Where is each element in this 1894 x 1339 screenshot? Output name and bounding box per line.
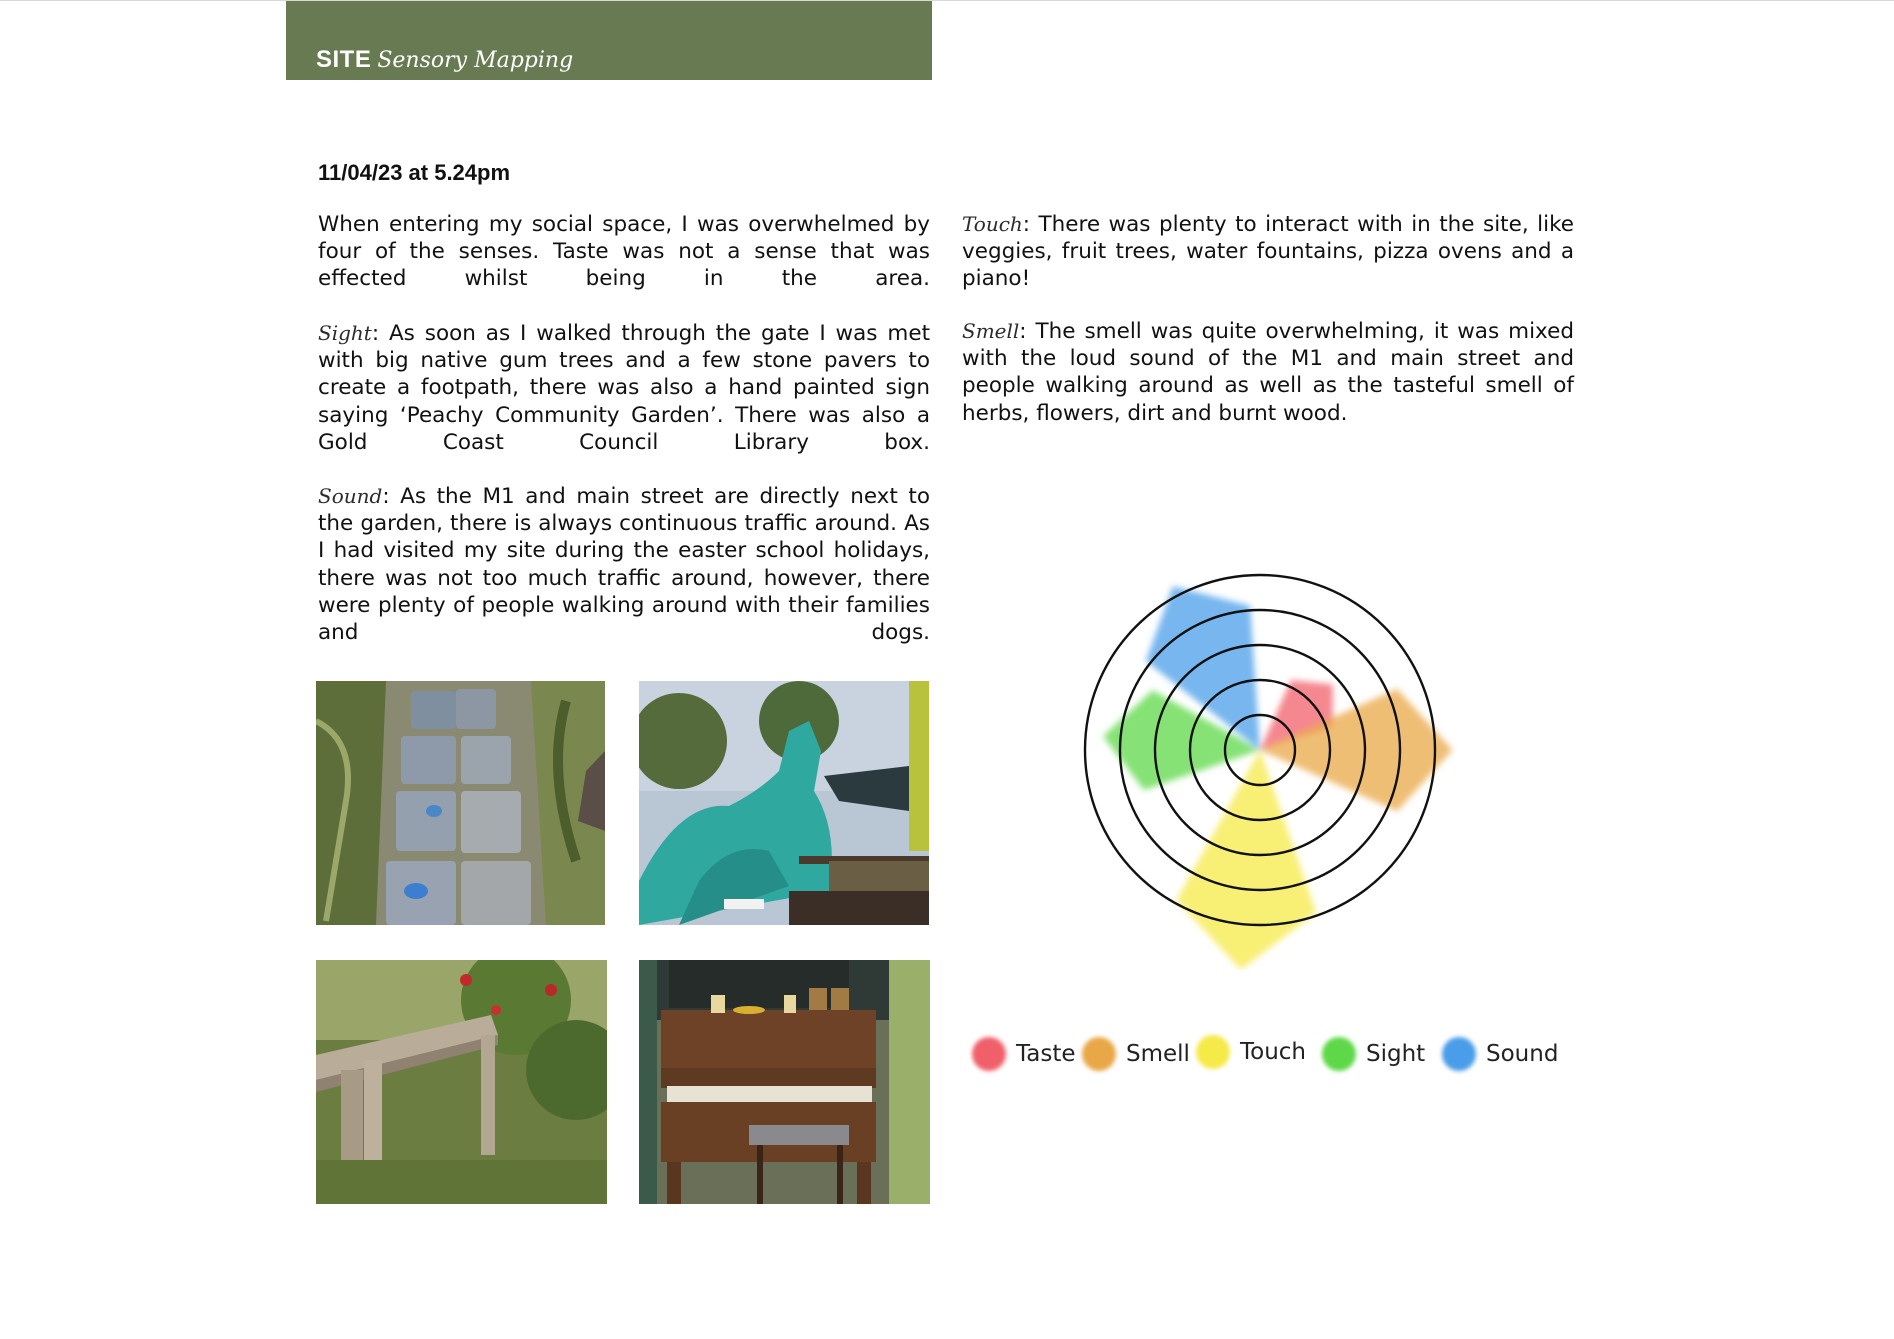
sensory-chart-svg bbox=[1060, 540, 1480, 970]
visit-date: 11/04/23 at 5.24pm bbox=[318, 160, 511, 185]
legend-dot-sight bbox=[1322, 1037, 1356, 1071]
intro-paragraph: When entering my social space, I was overwhelmed by four of the senses. Taste was not a sense that was effected whilst being in the area. bbox=[318, 212, 930, 292]
legend-item-smell bbox=[1082, 1028, 1190, 1080]
sight-label: Sight bbox=[318, 321, 372, 345]
stone-pavers-photo bbox=[316, 681, 605, 925]
sound-text: : As the M1 and main street are directly next to the garden, there is always continuous traffic around. As I had visited my site during the easter school holidays, there was not too much traffic around, however, there were plenty of people walking around with their families and dogs. bbox=[318, 484, 930, 646]
smell-label: Smell bbox=[962, 319, 1020, 343]
painted-sculpture-photo bbox=[639, 681, 929, 925]
touch-label: Touch bbox=[962, 212, 1023, 236]
title-strong: SITE bbox=[316, 46, 372, 73]
touch-text: : There was plenty to interact with in the site, like veggies, fruit trees, water fountains, pizza ovens and a piano! bbox=[962, 212, 1574, 292]
sound-paragraph bbox=[318, 483, 930, 646]
timber-bench-photo bbox=[316, 960, 607, 1204]
sound-label: Sound bbox=[318, 484, 383, 508]
smell-paragraph bbox=[962, 318, 1574, 427]
legend-dot-taste bbox=[972, 1037, 1006, 1071]
legend-label: Smell bbox=[1126, 1041, 1190, 1067]
legend-label: Touch bbox=[1240, 1039, 1307, 1065]
title-light: Sensory Mapping bbox=[377, 48, 574, 73]
legend-dot-smell bbox=[1082, 1037, 1116, 1071]
legend-item-taste bbox=[972, 1028, 1076, 1080]
sight-text: : As soon as I walked through the gate I was met with big native gum trees and a few stone pavers to create a footpath, there was also a hand painted sign saying ‘Peachy Community Garden’. There was also a Gold Coast Council Library box. bbox=[318, 321, 930, 455]
legend-dot-touch bbox=[1196, 1035, 1230, 1069]
top-divider bbox=[0, 0, 1894, 1]
legend-item-sound bbox=[1442, 1028, 1558, 1080]
legend-item-sight bbox=[1322, 1028, 1425, 1080]
legend-item-touch bbox=[1196, 1026, 1306, 1078]
touch-paragraph bbox=[962, 211, 1574, 293]
piano-photo bbox=[639, 960, 930, 1204]
sight-paragraph bbox=[318, 320, 930, 456]
page-title bbox=[316, 46, 573, 74]
legend-label: Sound bbox=[1486, 1041, 1559, 1067]
smell-text: : The smell was quite overwhelming, it was mixed with the loud sound of the M1 and main street and people walking around as well as the tasteful smell of herbs, flowers, dirt and burnt wood. bbox=[962, 319, 1574, 426]
chart-legend bbox=[970, 1028, 1590, 1080]
legend-label: Taste bbox=[1016, 1041, 1076, 1067]
header-banner bbox=[286, 1, 932, 80]
sensory-chart bbox=[1060, 540, 1480, 970]
legend-label: Sight bbox=[1366, 1041, 1426, 1067]
legend-dot-sound bbox=[1442, 1037, 1476, 1071]
